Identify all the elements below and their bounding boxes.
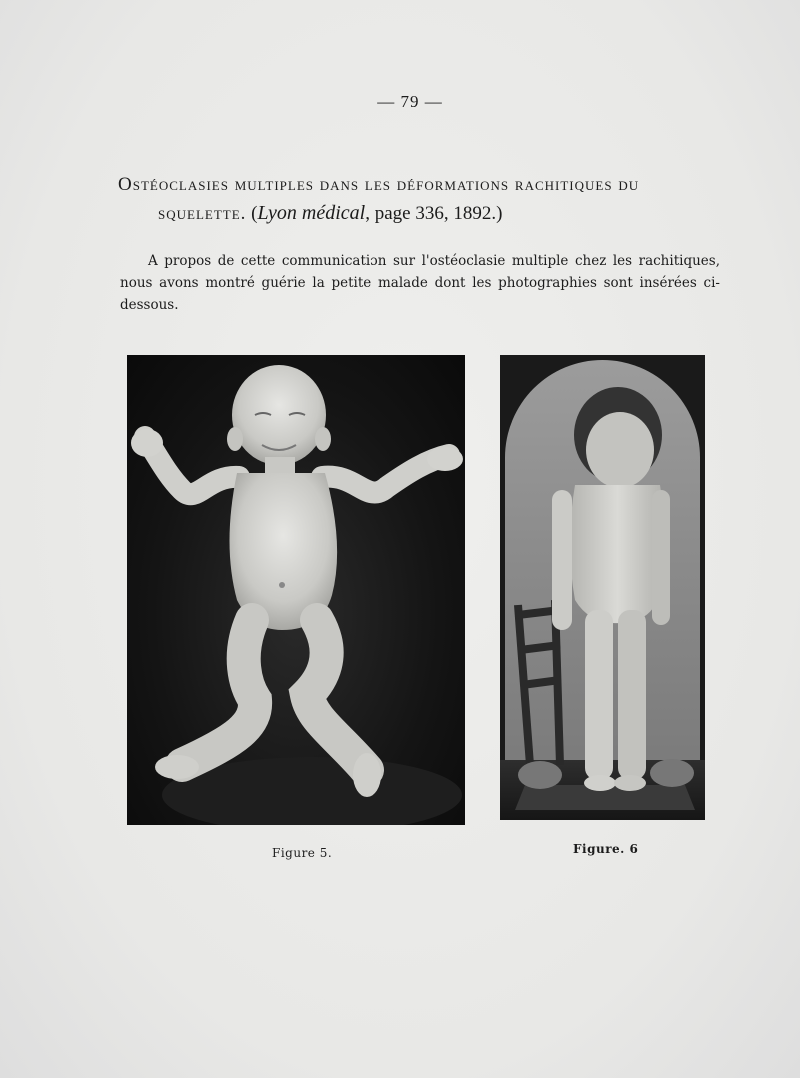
heading-line-2 — [118, 199, 728, 228]
figure-5-illustration — [127, 355, 465, 825]
heading-word-squelette: squelette. — [158, 203, 247, 224]
section-heading — [118, 170, 728, 228]
heading-open-paren: ( — [246, 203, 258, 224]
figure-5-caption: Figure 5. — [272, 846, 333, 860]
page-number: — 79 — — [377, 92, 443, 111]
figure-6-caption: Figure. 6 — [573, 842, 639, 856]
figure-6-photograph — [500, 355, 705, 820]
figure-6-illustration — [500, 355, 705, 820]
body-paragraph — [120, 250, 720, 316]
heading-line-1: Ostéoclasies multiples dans les déformations rachitiques du — [118, 174, 640, 195]
journal-reference: , page 336, 1892.) — [365, 203, 503, 224]
figure-5-photograph — [127, 355, 465, 825]
body-paragraph-text: A propos de cette communicatiɔn sur l'ostéoclasie multiple chez les rachitiques, nous avons montré guérie la petite malade dont les photographies sont insérées ci-dessous. — [120, 253, 720, 313]
journal-name: Lyon médical — [257, 202, 366, 224]
